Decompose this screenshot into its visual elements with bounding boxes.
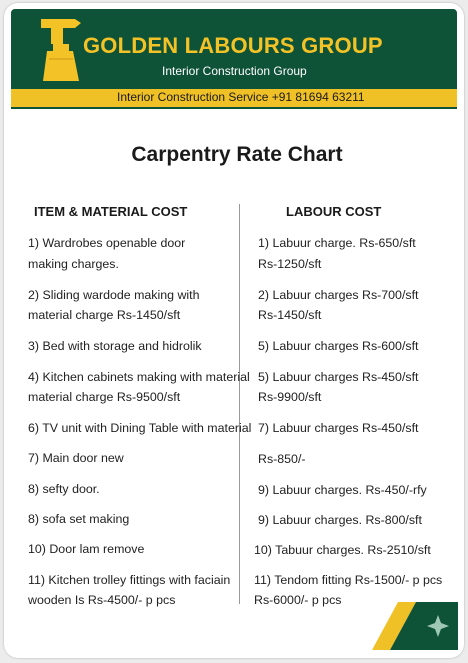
column-divider — [239, 204, 240, 604]
column-header-labour: LABOUR COST — [286, 204, 382, 219]
item-10-line-1: 11) Kitchen trolley fittings with faciain — [28, 573, 231, 587]
labour-4-line-2: Rs-9900/sft — [258, 390, 322, 404]
rate-chart-card — [4, 3, 464, 658]
labour-2-line-1: 2) Labuur charges Rs-700/sft — [258, 288, 419, 302]
item-6-line-1: 7) Main door new — [28, 451, 124, 465]
labour-10-line-1: 11) Tendom fitting Rs-1500/- p pcs — [254, 573, 443, 587]
service-strip — [11, 89, 457, 109]
item-1-line-2: making charges. — [28, 257, 119, 271]
item-1-line-1: 1) Wardrobes openable door — [28, 236, 186, 250]
item-2-line-2: material charge Rs-1450/sft — [28, 308, 181, 322]
labour-10-line-2: Rs-6000/- p pcs — [254, 593, 342, 607]
labour-3-line-1: 5) Labuur charges Rs-600/sft — [258, 339, 419, 353]
labour-8-line-1: 9) Labuur charges. Rs-800/sft — [258, 513, 422, 527]
labour-7-line-1: 9) Labuur charges. Rs-450/-rfy — [258, 483, 427, 497]
header-banner — [11, 9, 457, 89]
item-8-line-1: 8) sofa set making — [28, 512, 130, 526]
column-header-item: ITEM & MATERIAL COST — [34, 204, 188, 219]
labour-4-line-1: 5) Labuur charges Rs-450/sft — [258, 370, 419, 384]
labour-9-line-1: 10) Tabuur charges. Rs-2510/sft — [254, 543, 431, 557]
labour-6-line-1: Rs-850/- — [258, 452, 306, 466]
item-9-line-1: 10) Door lam remove — [28, 542, 145, 556]
item-7-line-1: 8) sefty door. — [28, 482, 100, 496]
item-10-line-2: wooden Is Rs-4500/- p pcs — [28, 593, 176, 607]
hammer-logo-icon — [39, 15, 83, 85]
item-2-line-1: 2) Sliding wardode making with — [28, 288, 200, 302]
service-line: Interior Construction Service +91 81694 63211 — [117, 90, 365, 104]
item-4-line-1: 4) Kitchen cabinets making with material — [28, 370, 250, 384]
labour-1-line-1: 1) Labuur charge. Rs-650/sft — [258, 236, 416, 250]
labour-1-line-2: Rs-1250/sft — [258, 257, 322, 271]
corner-decoration — [372, 602, 458, 650]
brand-name: GOLDEN LABOURS GROUP — [83, 33, 383, 58]
item-5-line-1: 6) TV unit with Dining Table with material — [28, 421, 252, 435]
item-3-line-1: 3) Bed with storage and hidrolik — [28, 339, 202, 353]
item-4-line-2: material charge Rs-9500/sft — [28, 390, 181, 404]
brand-tagline: Interior Construction Group — [162, 64, 307, 78]
page-title: Carpentry Rate Chart — [131, 143, 343, 166]
labour-5-line-1: 7) Labuur charges Rs-450/sft — [258, 421, 419, 435]
labour-2-line-2: Rs-1450/sft — [258, 308, 322, 322]
